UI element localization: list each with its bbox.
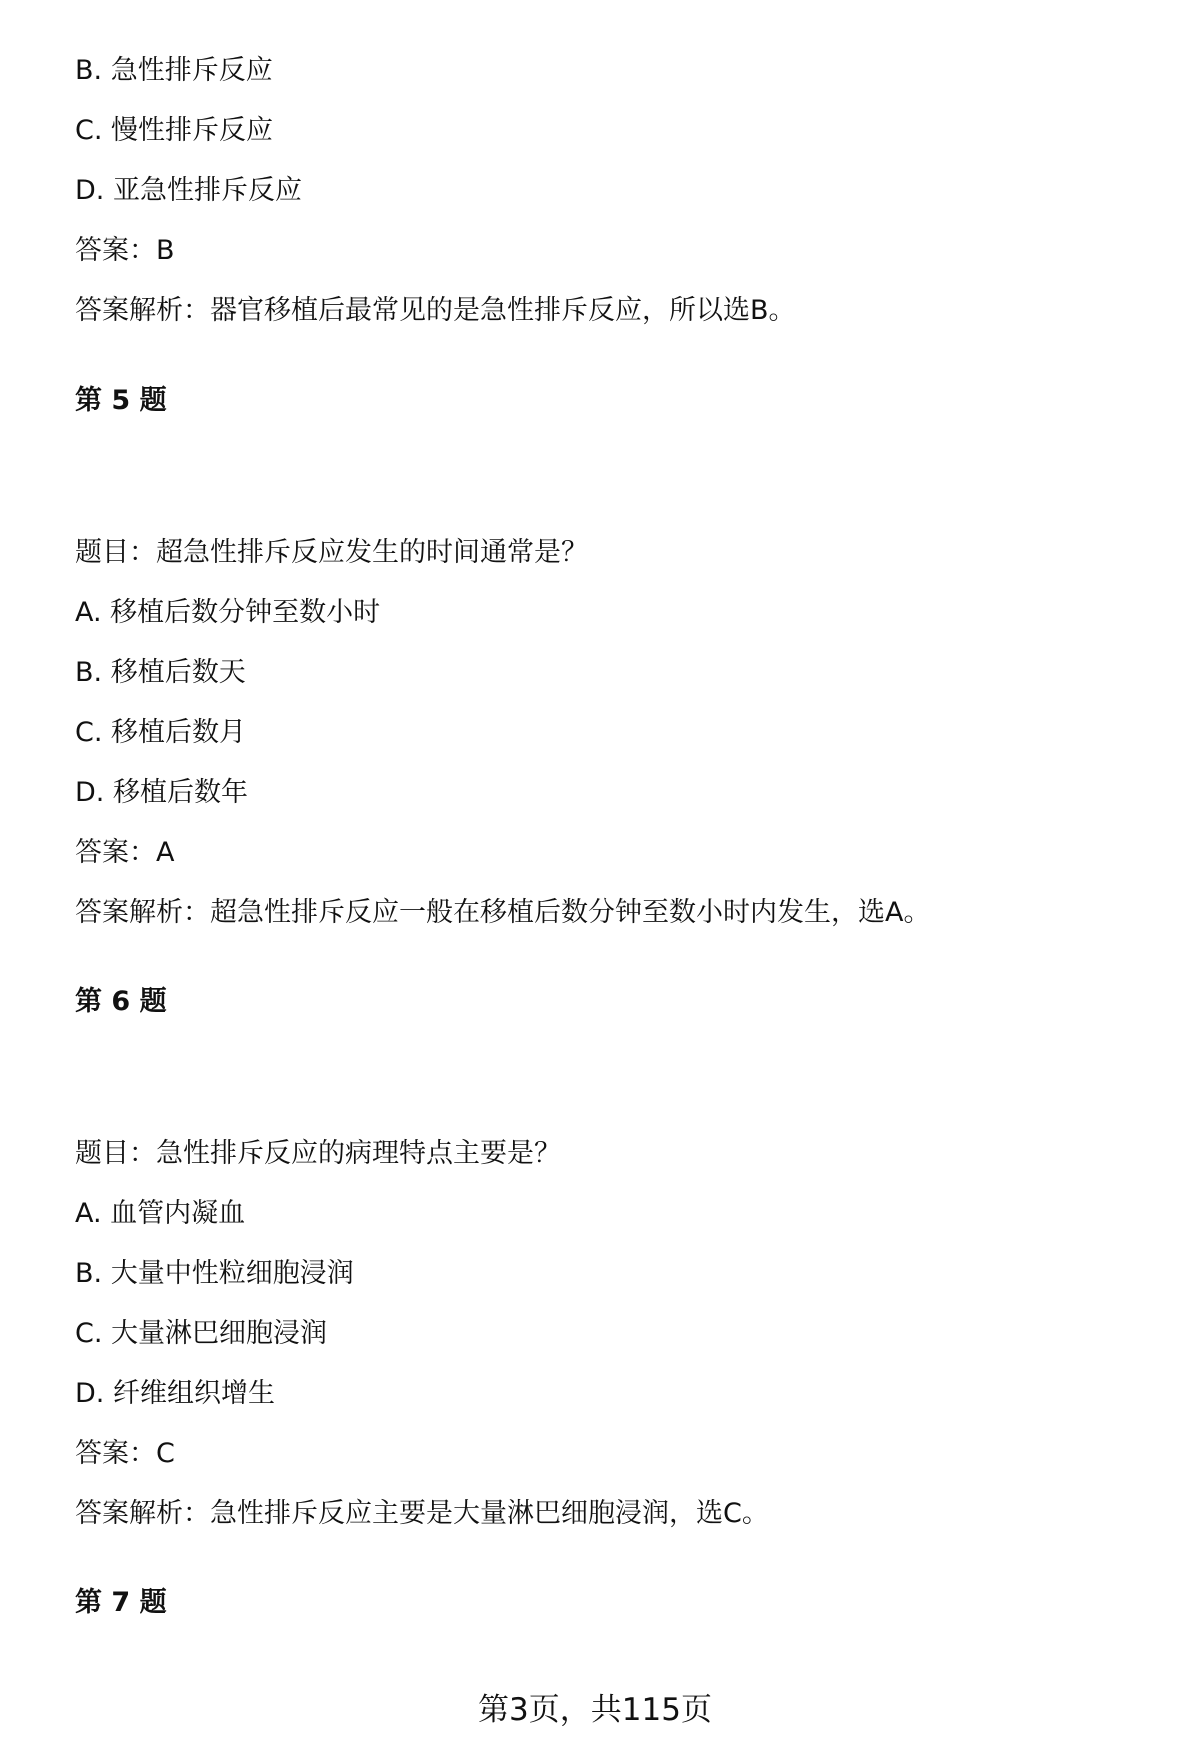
q5-heading: 第 5 题 (75, 385, 167, 416)
q6-option-d: D. 纤维组织增生 (75, 1378, 275, 1409)
q5-option-a: A. 移植后数分钟至数小时 (75, 597, 381, 628)
q4-option-b: B. 急性排斥反应 (75, 55, 273, 86)
q4-option-d: D. 亚急性排斥反应 (75, 175, 302, 206)
q4-explanation: 答案解析：器官移植后最常见的是急性排斥反应，所以选B。 (75, 295, 796, 326)
q5-option-c: C. 移植后数月 (75, 717, 247, 748)
page-footer: 第3页，共115页 (478, 1692, 712, 1728)
q6-question: 题目：急性排斥反应的病理特点主要是？ (75, 1138, 561, 1169)
q6-option-a: A. 血管内凝血 (75, 1198, 246, 1229)
q6-option-c: C. 大量淋巴细胞浸润 (75, 1318, 328, 1349)
q4-answer: 答案：B (75, 235, 175, 266)
q5-option-b: B. 移植后数天 (75, 657, 246, 688)
q7-heading: 第 7 题 (75, 1587, 167, 1618)
q6-option-b: B. 大量中性粒细胞浸润 (75, 1258, 354, 1289)
q6-heading: 第 6 题 (75, 986, 167, 1017)
q5-answer: 答案：A (75, 837, 175, 868)
q6-explanation: 答案解析：急性排斥反应主要是大量淋巴细胞浸润，选C。 (75, 1498, 769, 1529)
q5-explanation: 答案解析：超急性排斥反应一般在移植后数分钟至数小时内发生，选A。 (75, 897, 931, 928)
q5-option-d: D. 移植后数年 (75, 777, 248, 808)
q6-answer: 答案：C (75, 1438, 175, 1469)
q5-question: 题目：超急性排斥反应发生的时间通常是？ (75, 537, 588, 568)
q4-option-c: C. 慢性排斥反应 (75, 115, 274, 146)
